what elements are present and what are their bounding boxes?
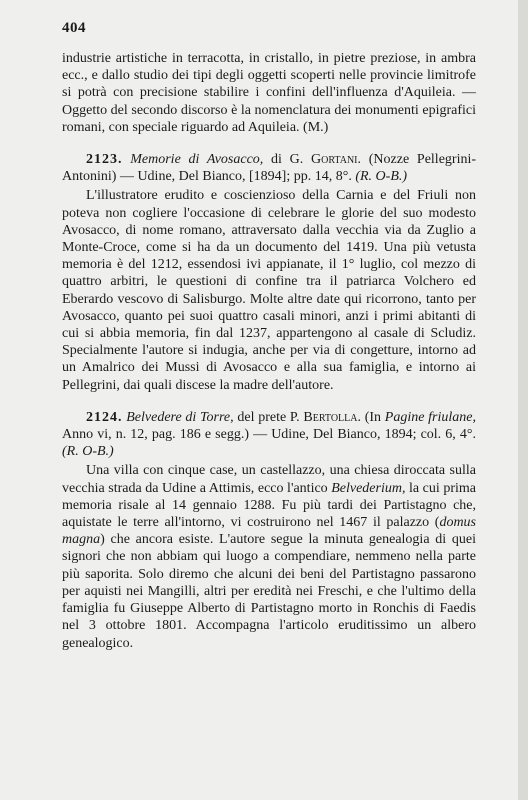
body-italic: Belvederium, xyxy=(331,480,406,496)
author-prefix: di G. xyxy=(263,152,312,168)
entry-heading-2124 xyxy=(62,409,476,461)
reviewer-signature: (R. O-B.) xyxy=(355,169,408,185)
entry-body-2123: L'illustratore erudito e coscienzioso della Carnia e del Friuli non poteva non cogliere l'occasione di celebrare le glorie del suo modesto Avosacco, di nome romano, attraversato dalla vecchia via da Zuglio a Monte-Croce, come si ha da un documento del 1419. Una più vetusta memoria è del 1212, essendosi ivi appianate, il 1° luglio, col mezzo di quattro arbitri, le questioni di confine tra il patriarca Volchero ed Eberardo vescovo di Salisburgo. Molte altre date qui ricorrono, tanto per Avosacco, quanto pei suoi quattro casali minori, anzi i primi abitanti di cui si abbia memoria, fin dal 1237, appartengono al casale di Scludiz. Specialmente l'autore si indugia, anche per via di congetture, intorno ad un Amalrico dei Mussi di Avosacco e alla sua famiglia, e intorno ai Pellegrini, dai quali discese la madre dell'autore. xyxy=(62,188,476,393)
entry-details: Anno vi, n. 12, pag. 186 e segg.) — Udine, Del Bianco, 1894; col. 6, 4°. xyxy=(62,427,476,443)
continuation-paragraph: industrie artistiche in terracotta, in cristallo, in pietre preziose, in ambra ecc., e dallo studio dei tipi degli oggetti scoperti nelle provincie limitrofe si potrà con precisione stabilire i confini dell'influenza d'Aquileia. — Oggetto del secondo discorso è la nomenclatura dei monumenti epigrafici romani, con speciale riguardo ad Aquileia. (M.) xyxy=(62,51,476,135)
body-text: la cui prima memoria risale al 14 gennaio 1288. Fu più tardi dei Partistagno che, aquistate le terre all'intorno, vi costruirono nel 1467 il palazzo ( xyxy=(62,480,476,531)
entry-details: . (Nozze Pellegrini-Antonini) — Udine, Del Bianco, [1894]; pp. 14, 8°. xyxy=(62,152,477,185)
entry-details: . (In xyxy=(357,409,385,425)
entry-body-2124 xyxy=(62,462,476,651)
body-text: ) che ancora esiste. L'autore segue la minuta genealogia di quei signori che non abbiam qui luogo a compendiare, nemmeno nella parte più saporita. Solo diremo che alcuni dei beni del Partistagno passarono per aquisti nei Mangilli, altri per eredità nei Freschi, e che l'ultimo della famiglia fu Giuseppe Alberto di Partistagno morto in Ronchis di Faedis nel 3 ottobre 1801. Accompagna l'articolo eruditissimo un albero genealogico. xyxy=(62,532,476,651)
journal-title: Pagine friulane, xyxy=(384,409,476,425)
entry-author: Bertolla xyxy=(303,409,358,425)
entry-number: 2124. xyxy=(86,409,123,425)
entry-title: Belvedere di Torre, xyxy=(126,409,234,425)
entry-number: 2123. xyxy=(86,152,123,168)
body-text: Una villa con cinque case, un castellazzo, una chiesa diroccata sulla vecchia strada da Udine a Attimis, ecco l'antico xyxy=(62,463,476,496)
page-number: 404 xyxy=(62,20,86,36)
reviewer-signature: (R. O-B.) xyxy=(62,444,114,460)
entry-heading-2123 xyxy=(62,151,476,185)
author-prefix: del prete P. xyxy=(233,409,304,425)
body-italic: domus magna xyxy=(62,515,476,548)
entry-title: Memorie di Avosacco, xyxy=(130,152,264,168)
entry-author: Gortani xyxy=(311,152,358,168)
page-body xyxy=(62,50,476,652)
